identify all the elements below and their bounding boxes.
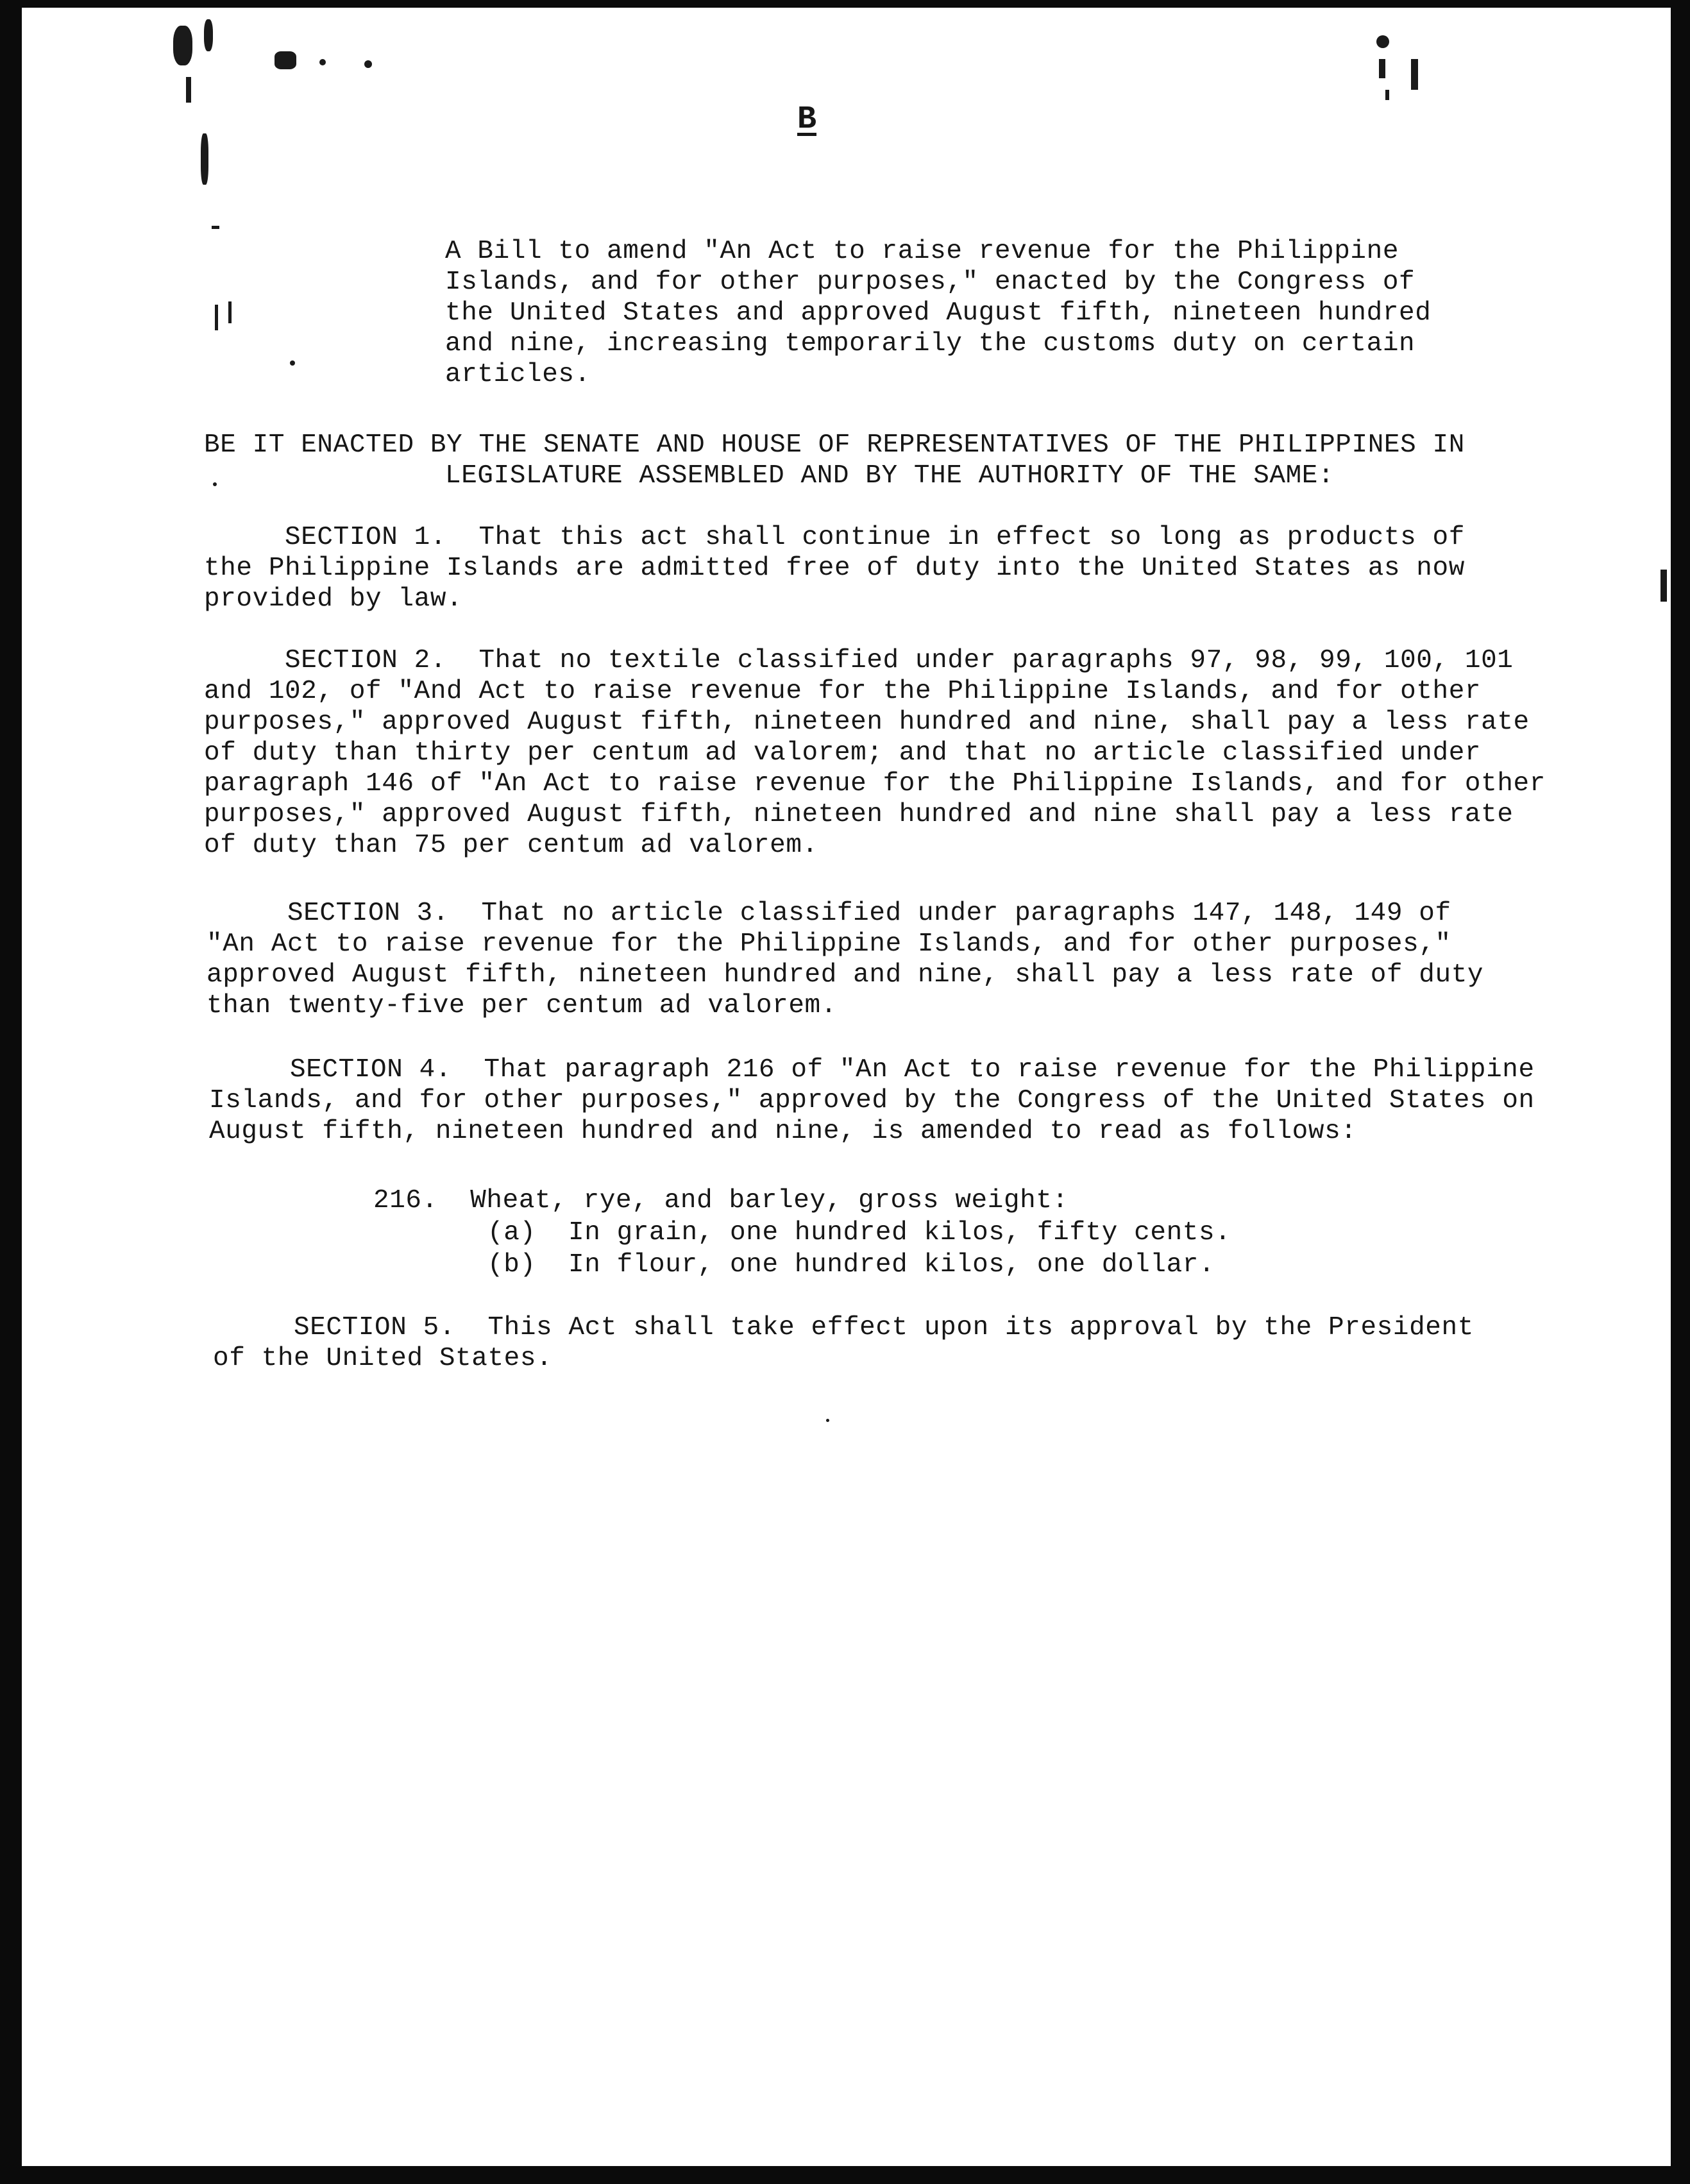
ink-blot <box>173 26 192 65</box>
section-1-line: the Philippine Islands are admitted free of duty into the United States as now <box>204 554 1465 583</box>
section-3-line: than twenty-five per centum ad valorem. <box>207 991 837 1020</box>
section-3-line: "An Act to raise revenue for the Philippine Islands, and for other purposes," <box>207 929 1451 959</box>
ink-speck <box>319 59 326 65</box>
ink-blot <box>1376 35 1389 48</box>
ink-blot <box>275 51 296 69</box>
ink-blot <box>204 19 213 51</box>
ink-speck <box>290 360 295 366</box>
page-letter: B <box>797 101 817 138</box>
paragraph-216-item: (b) In flour, one hundred kilos, one dollar. <box>487 1250 1215 1280</box>
ink-speck <box>364 60 372 68</box>
section-4-line: SECTION 4. That paragraph 216 of "An Act to raise revenue for the Philippine <box>290 1055 1535 1085</box>
ink-speck <box>215 305 218 330</box>
enacting-clause-line: BE IT ENACTED BY THE SENATE AND HOUSE OF REPRESENTATIVES OF THE PHILIPPINES IN <box>204 430 1465 460</box>
section-4-line: August fifth, nineteen hundred and nine, is amended to read as follows: <box>209 1117 1357 1146</box>
section-5-line: SECTION 5. This Act shall take effect upon its approval by the President <box>294 1313 1474 1342</box>
section-2-line: SECTION 2. That no textile classified under paragraphs 97, 98, 99, 100, 101 <box>285 646 1514 675</box>
bill-title-line: A Bill to amend "An Act to raise revenue for the Philippine <box>445 237 1399 266</box>
bill-title-line: Islands, and for other purposes," enacted by the Congress of <box>445 267 1415 297</box>
bill-title-line: the United States and approved August fifth, nineteen hundred <box>445 298 1432 328</box>
section-2-line: purposes," approved August fifth, nineteen hundred and nine, shall pay a less rate <box>204 707 1530 737</box>
section-3-line: SECTION 3. That no article classified under paragraphs 147, 148, 149 of <box>287 899 1451 928</box>
ink-blot <box>1411 59 1418 90</box>
ink-blot <box>1379 59 1385 78</box>
section-2-line: purposes," approved August fifth, nineteen hundred and nine shall pay a less rate <box>204 800 1514 829</box>
section-1-line: SECTION 1. That this act shall continue in effect so long as products of <box>285 523 1465 552</box>
enacting-clause-line: LEGISLATURE ASSEMBLED AND BY THE AUTHORITY OF THE SAME: <box>445 461 1335 491</box>
ink-speck <box>212 226 219 229</box>
section-3-line: approved August fifth, nineteen hundred and nine, shall pay a less rate of duty <box>207 960 1484 990</box>
section-4-line: Islands, and for other purposes," approved by the Congress of the United States on <box>209 1086 1535 1115</box>
ink-speck <box>1660 570 1667 602</box>
bill-title-line: articles. <box>445 360 591 389</box>
ink-speck <box>186 77 191 103</box>
section-2-line: of duty than 75 per centum ad valorem. <box>204 831 818 860</box>
section-2-line: of duty than thirty per centum ad valorem; and that no article classified under <box>204 738 1482 768</box>
paragraph-216-item: (a) In grain, one hundred kilos, fifty cents. <box>487 1218 1231 1248</box>
ink-speck <box>1385 90 1389 100</box>
section-2-line: paragraph 146 of "An Act to raise revenue for the Philippine Islands, and for other <box>204 769 1546 799</box>
section-2-line: and 102, of "And Act to raise revenue for the Philippine Islands, and for other <box>204 677 1482 706</box>
paragraph-216-line: 216. Wheat, rye, and barley, gross weight: <box>373 1186 1069 1215</box>
ink-speck <box>213 482 217 486</box>
ink-blot <box>201 133 208 185</box>
bill-title-line: and nine, increasing temporarily the customs duty on certain <box>445 329 1415 359</box>
ink-speck <box>228 301 232 323</box>
section-1-line: provided by law. <box>204 584 463 614</box>
ink-speck <box>826 1419 829 1422</box>
section-5-line: of the United States. <box>213 1344 553 1373</box>
